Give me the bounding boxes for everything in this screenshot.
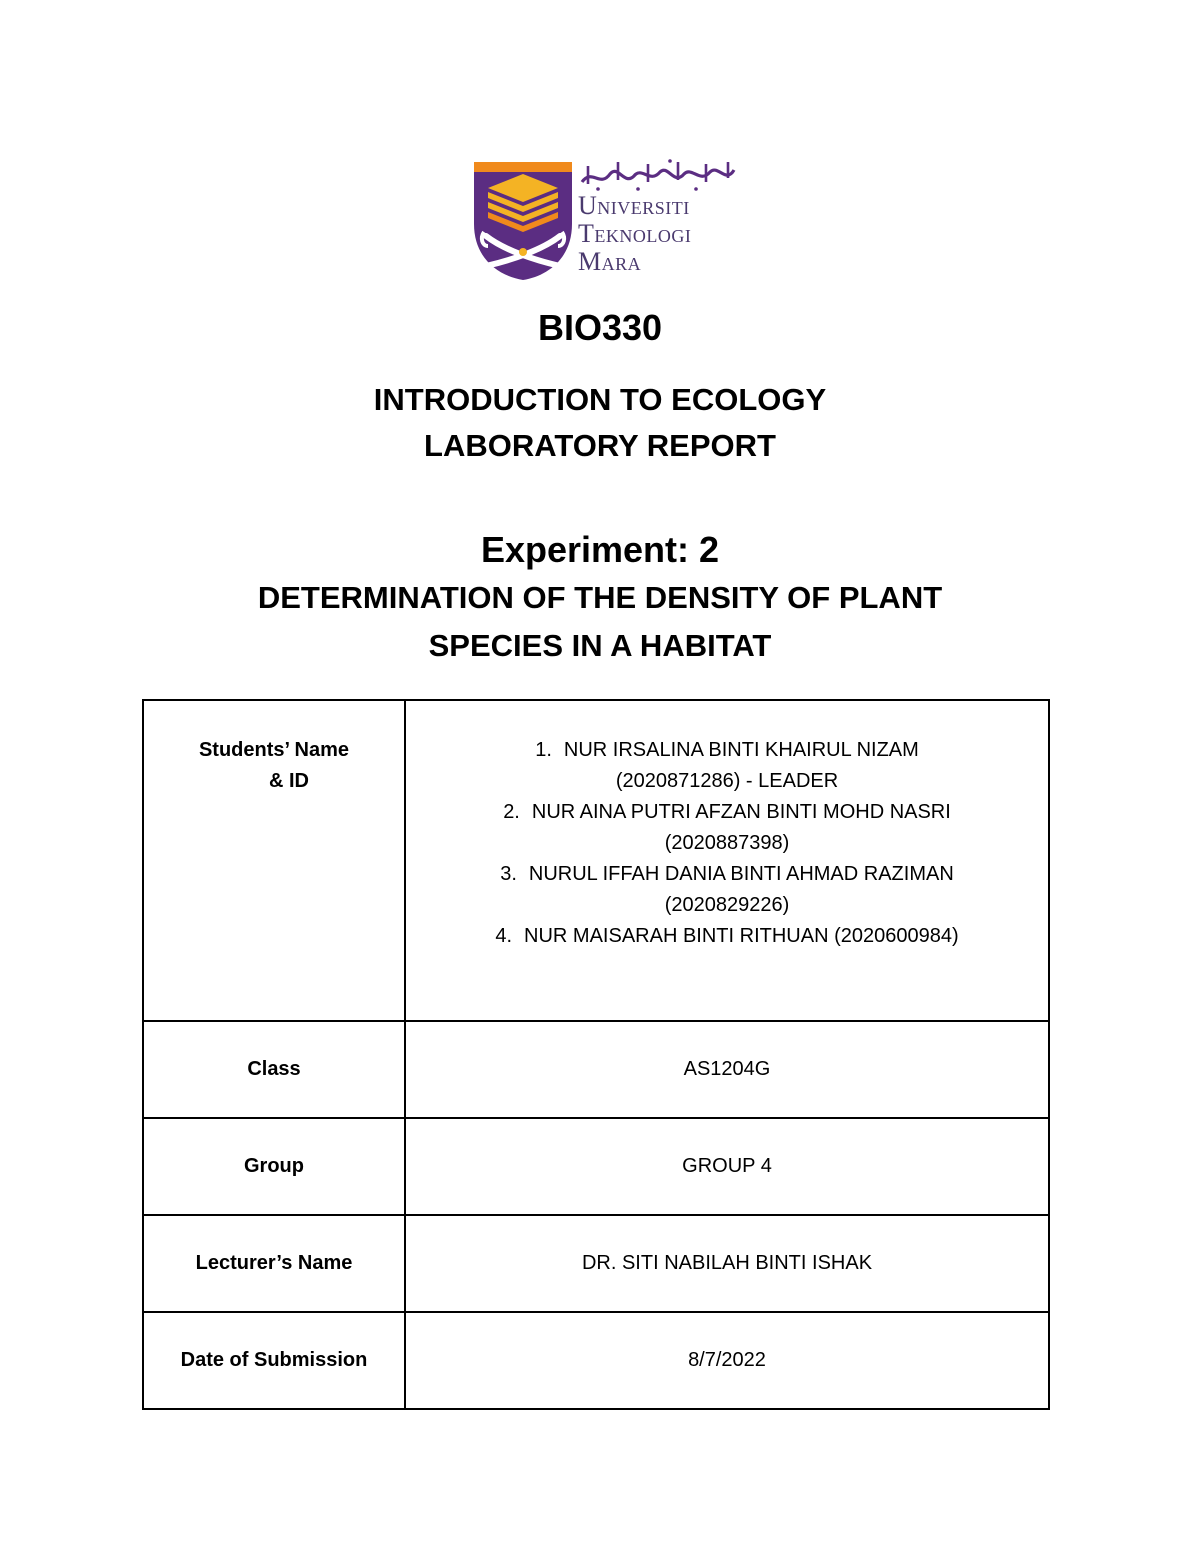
logo-jawi-text: [578, 158, 738, 192]
list-item: [406, 859, 1048, 921]
experiment-number: Experiment: 2: [480, 529, 720, 570]
student-list: [406, 735, 1048, 952]
student-name: NUR MAISARAH BINTI RITHUAN (2020600984): [524, 925, 959, 947]
lecturer-value: DR. SITI NABILAH BINTI ISHAK: [405, 1215, 1049, 1312]
course-name: INTRODUCTION TO ECOLOGY: [373, 382, 827, 417]
students-label-cell: [143, 700, 405, 1021]
lecturer-label: Lecturer’s Name: [143, 1215, 405, 1312]
date-label: Date of Submission: [143, 1312, 405, 1409]
course-code: BIO330: [537, 307, 663, 348]
class-value: AS1204G: [405, 1021, 1049, 1118]
list-item: [406, 797, 1048, 859]
table-row-date: [143, 1312, 1049, 1409]
student-id: (2020829226): [664, 894, 790, 916]
student-name: NURUL IFFAH DANIA BINTI AHMAD RAZIMAN: [528, 863, 954, 885]
student-number: 2.: [503, 801, 520, 823]
list-item: [406, 735, 1048, 797]
students-value-cell: [405, 700, 1049, 1021]
logo-word-1: Universiti: [578, 191, 690, 220]
table-row-students: [143, 700, 1049, 1021]
university-logo: [474, 158, 744, 282]
class-label: Class: [143, 1021, 405, 1118]
student-number: 3.: [500, 863, 517, 885]
table-row-group: [143, 1118, 1049, 1215]
student-name: NUR AINA PUTRI AFZAN BINTI MOHD NASRI: [531, 801, 951, 823]
experiment-title-line2: SPECIES IN A HABITAT: [428, 628, 772, 663]
experiment-title-line1: DETERMINATION OF THE DENSITY OF PLANT: [257, 580, 943, 615]
logo-word-3: Mara: [578, 247, 642, 276]
group-value: GROUP 4: [405, 1118, 1049, 1215]
report-type: LABORATORY REPORT: [424, 428, 776, 463]
uitm-emblem-icon: [474, 162, 572, 280]
student-id: (2020871286) - LEADER: [615, 770, 839, 792]
group-label: Group: [143, 1118, 405, 1215]
list-item: [406, 921, 1048, 952]
students-label-line2: & ID: [268, 770, 309, 792]
jawi-script-icon: [578, 158, 738, 192]
students-label-line1: Students’ Name: [198, 739, 350, 761]
date-value: 8/7/2022: [405, 1312, 1049, 1409]
report-info-table: [142, 699, 1050, 1410]
student-name: NUR IRSALINA BINTI KHAIRUL NIZAM: [563, 739, 919, 761]
table-row-lecturer: [143, 1215, 1049, 1312]
student-number: 4.: [495, 925, 513, 947]
table-row-class: [143, 1021, 1049, 1118]
student-number: 1.: [535, 739, 552, 761]
logo-wordmark: [578, 192, 748, 276]
logo-word-2: Teknologi: [578, 219, 692, 248]
student-id: (2020887398): [664, 832, 790, 854]
